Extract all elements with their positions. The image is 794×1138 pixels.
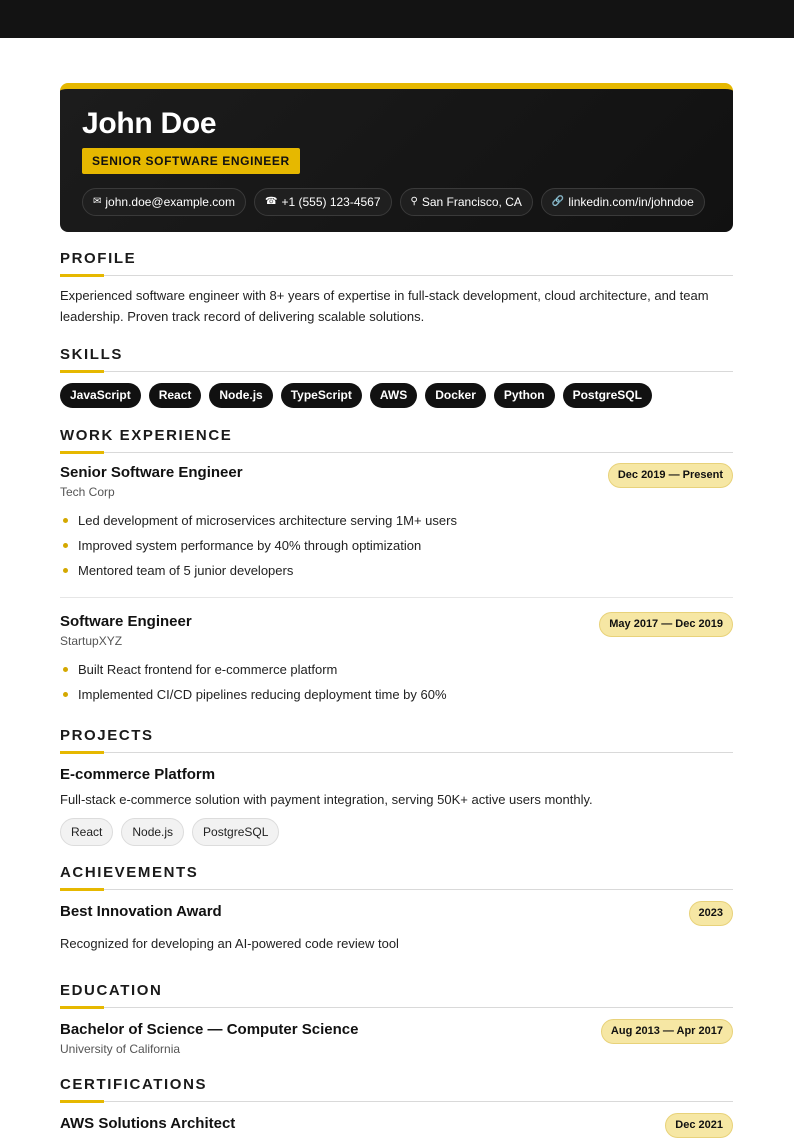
projects-section (60, 725, 733, 846)
project-tags (60, 818, 733, 846)
contact-linkedin[interactable] (541, 188, 705, 216)
job-company: StartupXYZ (60, 634, 123, 648)
job-dates: May 2017 — Dec 2019 (599, 612, 733, 637)
heading-accent (60, 370, 104, 373)
achievement-entry (60, 903, 733, 951)
achievements-section (60, 862, 733, 951)
profile-section (60, 248, 733, 327)
job-bullets (60, 657, 733, 707)
projects-heading-row (60, 725, 733, 753)
certification-date: Dec 2021 (665, 1113, 733, 1138)
profile-heading: PROFILE (60, 250, 137, 267)
heading-accent (60, 1100, 104, 1103)
job-bullet: Improved system performance by 40% through optimization (60, 533, 733, 558)
skill-tag: JavaScript (60, 383, 141, 408)
profile-heading-row (60, 248, 733, 276)
education-heading: EDUCATION (60, 982, 163, 999)
profile-summary: Experienced software engineer with 8+ years of expertise in full-stack development, cloud architecture, and team leadership. Proven track record of delivering scalable solutions. (60, 288, 709, 324)
certification-entry (60, 1115, 733, 1132)
experience-heading: WORK EXPERIENCE (60, 427, 233, 444)
top-bar (0, 0, 794, 38)
tech-tag: Node.js (121, 818, 184, 846)
project-description: Full-stack e-commerce solution with payment integration, serving 50K+ active users monthly. (60, 792, 593, 807)
achievement-description: Recognized for developing an AI-powered code review tool (60, 936, 399, 951)
job-bullet: Mentored team of 5 junior developers (60, 558, 733, 583)
project-name: E-commerce Platform (60, 766, 216, 783)
contact-list (82, 188, 705, 216)
achievement-year: 2023 (689, 901, 733, 926)
job-bullet: Implemented CI/CD pipelines reducing deployment time by 60% (60, 682, 733, 707)
candidate-name: John Doe (82, 107, 217, 140)
job-dates: Dec 2019 — Present (608, 463, 733, 488)
skills-heading: SKILLS (60, 346, 123, 363)
job-bullets (60, 508, 733, 583)
contact-location (400, 188, 533, 216)
contact-linkedin-text: linkedin.com/in/johndoe (568, 195, 694, 209)
heading-accent (60, 888, 104, 891)
experience-section (60, 425, 733, 707)
skill-tag: TypeScript (281, 383, 362, 408)
degree: Bachelor of Science — Computer Science (60, 1021, 359, 1038)
education-entry (60, 1021, 733, 1056)
skills-section (60, 344, 733, 408)
skills-heading-row (60, 344, 733, 372)
job-company: Tech Corp (60, 485, 115, 499)
entry-divider (60, 597, 733, 598)
contact-location-text: San Francisco, CA (421, 195, 522, 209)
job-title: Senior Software Engineer (60, 464, 243, 481)
tech-tag: PostgreSQL (192, 818, 279, 846)
skill-tag: Node.js (209, 383, 272, 408)
project-entry (60, 766, 733, 846)
job-title: Software Engineer (60, 613, 192, 630)
certifications-heading-row (60, 1074, 733, 1102)
skill-tag: React (149, 383, 202, 408)
education-section (60, 980, 733, 1056)
skill-tag: AWS (370, 383, 417, 408)
contact-email[interactable] (82, 188, 246, 216)
job-title-badge: SENIOR SOFTWARE ENGINEER (82, 148, 300, 174)
achievements-heading: ACHIEVEMENTS (60, 864, 199, 881)
contact-email-text: john.doe@example.com (105, 195, 235, 209)
education-heading-row (60, 980, 733, 1008)
resume-header (60, 83, 733, 232)
projects-heading: PROJECTS (60, 727, 154, 744)
heading-accent (60, 751, 104, 754)
achievements-heading-row (60, 862, 733, 890)
certifications-section (60, 1074, 733, 1132)
envelope-icon: ✉ (93, 196, 102, 207)
heading-accent (60, 1006, 104, 1009)
tech-tag: React (60, 818, 113, 846)
job-bullet: Built React frontend for e-commerce platform (60, 657, 733, 682)
certification-name: AWS Solutions Architect (60, 1115, 236, 1132)
experience-heading-row (60, 425, 733, 453)
heading-accent (60, 451, 104, 454)
heading-accent (60, 274, 104, 277)
skill-tag: Python (494, 383, 555, 408)
certifications-heading: CERTIFICATIONS (60, 1076, 208, 1093)
phone-icon: ☎ (264, 196, 278, 207)
job-bullet: Led development of microservices architecture serving 1M+ users (60, 508, 733, 533)
achievement-title: Best Innovation Award (60, 903, 222, 920)
education-dates: Aug 2013 — Apr 2017 (601, 1019, 733, 1044)
contact-phone-text: +1 (555) 123-4567 (281, 195, 381, 209)
skill-tag: PostgreSQL (563, 383, 652, 408)
link-icon: 🔗 (551, 196, 565, 207)
job-entry (60, 464, 733, 598)
skills-list (60, 383, 733, 408)
contact-phone[interactable] (254, 188, 392, 216)
job-entry (60, 613, 733, 707)
resume-page (60, 83, 733, 1132)
location-pin-icon: ⚲ (410, 196, 418, 207)
school: University of California (60, 1042, 181, 1056)
skill-tag: Docker (425, 383, 486, 408)
